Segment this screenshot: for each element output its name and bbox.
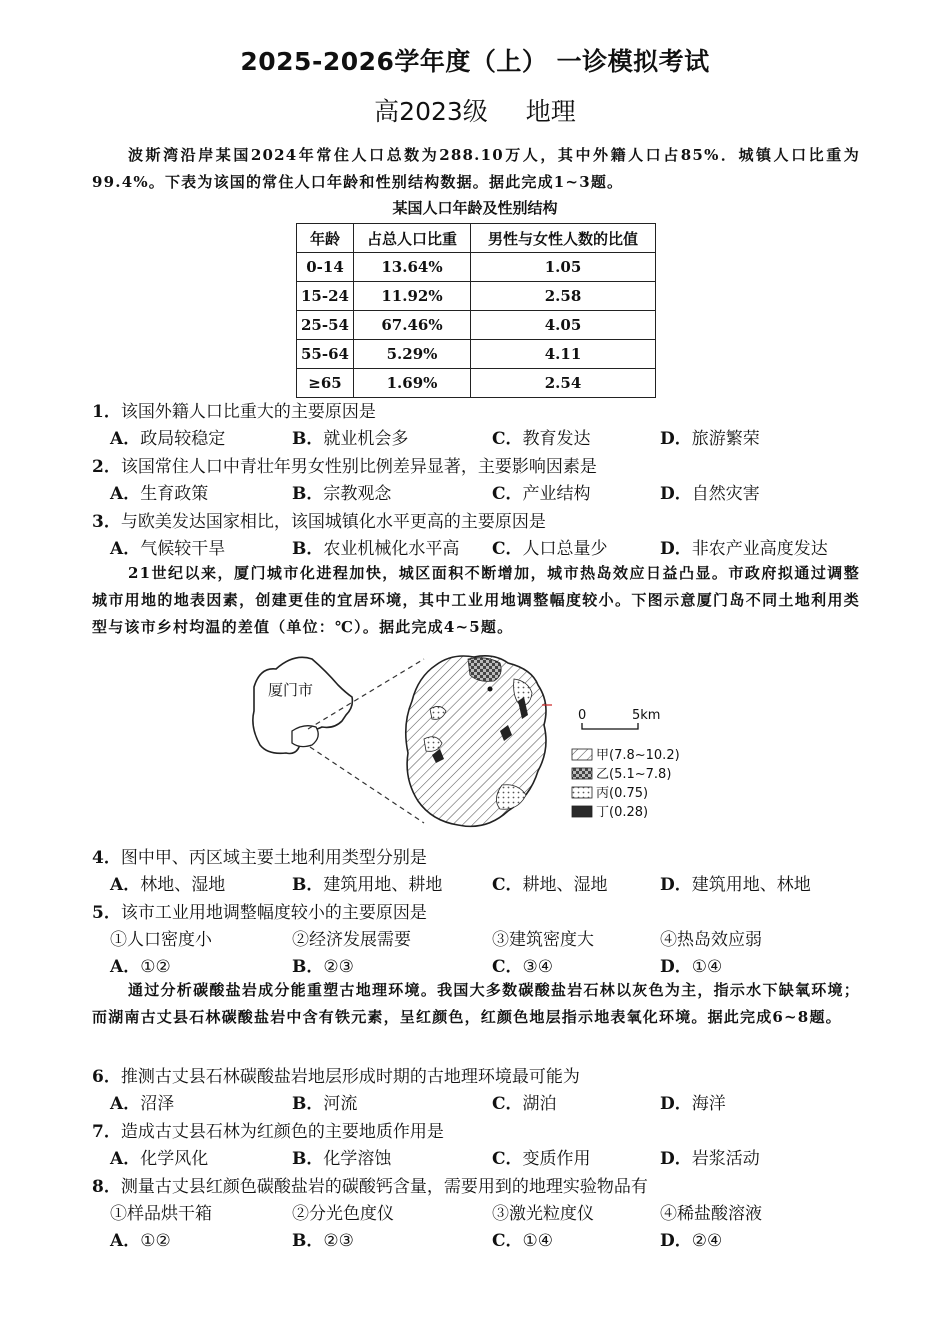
table-row — [297, 311, 656, 340]
map-city-label: 厦门市 — [268, 681, 314, 699]
question-6: 6．推测古丈县石林碳酸盐岩地层形成时期的古地理环境最可能为 — [92, 1067, 580, 1087]
question-4-options — [110, 870, 910, 894]
question-1-options — [110, 424, 910, 448]
option-b[interactable]: B．建筑用地、耕地 — [292, 875, 443, 895]
question-3: 3．与欧美发达国家相比，该国城镇化水平更高的主要原因是 — [92, 512, 546, 532]
table-header-cell: 年龄 — [297, 224, 354, 253]
option-a[interactable]: A．政局较稳定 — [110, 429, 226, 449]
legend-swatch-yi — [572, 768, 592, 779]
passage-1: 波斯湾沿岸某国2024年常住人口总数为288.10万人，其中外籍人口占85%．城镇人口比重为99.4%。下表为该国的常住人口年龄和性别结构数据。据此完成1~3题。 — [92, 146, 860, 191]
xiamen-island-outline — [292, 726, 318, 747]
table-cell: 4.11 — [471, 340, 656, 369]
option-a[interactable]: A．气候较干旱 — [110, 539, 226, 559]
table-cell: 11.92% — [354, 282, 471, 311]
option-b[interactable]: B．②③ — [292, 957, 354, 977]
exam-subtitle — [0, 92, 950, 128]
table-cell: 13.64% — [354, 253, 471, 282]
option-b[interactable]: B．化学溶蚀 — [292, 1149, 392, 1169]
option-c[interactable]: C．①④ — [492, 1231, 554, 1251]
table-header-cell: 男性与女性人数的比值 — [471, 224, 656, 253]
option-d[interactable]: D．岩浆活动 — [660, 1149, 760, 1169]
table-cell: 25-54 — [297, 311, 354, 340]
option-a[interactable]: A．①② — [110, 957, 171, 977]
table-row — [297, 282, 656, 311]
table-cell: 2.58 — [471, 282, 656, 311]
question-3-options — [110, 534, 910, 558]
option-c[interactable]: C．变质作用 — [492, 1149, 591, 1169]
exam-title: 2025-2026学年度（上） 一诊模拟考试 — [240, 47, 710, 76]
table-header-row — [297, 224, 656, 253]
statement-2: ②分光色度仪 — [292, 1204, 394, 1224]
question-2: 2．该国常住人口中青壮年男女性别比例差异显著，主要影响因素是 — [92, 457, 597, 477]
question-7: 7．造成古丈县石林为红颜色的主要地质作用是 — [92, 1122, 444, 1142]
option-a[interactable]: A．化学风化 — [110, 1149, 209, 1169]
table-cell: 0-14 — [297, 253, 354, 282]
question-8-options — [110, 1226, 910, 1250]
legend-label: 丙(0.75) — [596, 786, 649, 801]
option-c[interactable]: C．湖泊 — [492, 1094, 557, 1114]
statement-1: ①样品烘干箱 — [110, 1204, 212, 1224]
option-c[interactable]: C．耕地、湿地 — [492, 875, 608, 895]
scale-zero: 0 — [578, 708, 587, 723]
option-b[interactable]: B．宗教观念 — [292, 484, 392, 504]
scale-bar — [582, 723, 638, 729]
statement-3: ③激光粒度仪 — [492, 1204, 594, 1224]
option-d[interactable]: D．②④ — [660, 1231, 723, 1251]
legend-swatch-bing — [572, 787, 592, 798]
statement-4: ④热岛效应弱 — [660, 930, 762, 950]
option-b[interactable]: B．河流 — [292, 1094, 358, 1114]
statement-2: ②经济发展需要 — [292, 930, 411, 950]
option-d[interactable]: D．建筑用地、林地 — [660, 875, 811, 895]
option-b[interactable]: B．就业机会多 — [292, 429, 409, 449]
subject-label: 地理 — [525, 97, 576, 126]
table-row — [297, 253, 656, 282]
option-d[interactable]: D．旅游繁荣 — [660, 429, 760, 449]
option-b[interactable]: B．农业机械化水平高 — [292, 539, 460, 559]
table-cell: 1.69% — [354, 369, 471, 398]
grade-label: 高2023级 — [374, 97, 488, 126]
table-header-cell: 占总人口比重 — [354, 224, 471, 253]
option-a[interactable]: A．林地、湿地 — [110, 875, 226, 895]
table-cell: 4.05 — [471, 311, 656, 340]
question-2-options — [110, 479, 910, 503]
option-c[interactable]: C．③④ — [492, 957, 554, 977]
question-6-options — [110, 1089, 910, 1113]
statement-4: ④稀盐酸溶液 — [660, 1204, 762, 1224]
option-c[interactable]: C．人口总量少 — [492, 539, 608, 559]
table-cell: 55-64 — [297, 340, 354, 369]
option-b[interactable]: B．②③ — [292, 1231, 354, 1251]
legend-swatch-ding — [572, 806, 592, 817]
statement-1: ①人口密度小 — [110, 930, 212, 950]
island-region-yi — [468, 658, 501, 682]
table-cell: 5.29% — [354, 340, 471, 369]
passage-3: 通过分析碳酸盐岩成分能重塑古地理环境。我国大多数碳酸盐岩石林以灰色为主，指示水下缺氧环境；而湖南古丈县石林碳酸盐岩中含有铁元素，呈红颜色，红颜色地层指示地表氧化环境。据此完成6~8题。 — [92, 981, 860, 1026]
option-d[interactable]: D．自然灾害 — [660, 484, 760, 504]
question-1: 1．该国外籍人口比重大的主要原因是 — [92, 402, 376, 422]
table-cell: 1.05 — [471, 253, 656, 282]
population-table — [296, 223, 656, 398]
table-cell: ≥65 — [297, 369, 354, 398]
table-cell: 2.54 — [471, 369, 656, 398]
table-row — [297, 369, 656, 398]
table-cell: 15-24 — [297, 282, 354, 311]
legend-swatch-jia — [572, 749, 592, 760]
option-a[interactable]: A．沼泽 — [110, 1094, 175, 1114]
statement-3: ③建筑密度大 — [492, 930, 594, 950]
option-c[interactable]: C．产业结构 — [492, 484, 591, 504]
island-region-ding — [488, 687, 493, 692]
passage-2: 21世纪以来，厦门城市化进程加快，城区面积不断增加，城市热岛效应日益凸显。市政府拟通过调整城市用地的地表因素，创建更佳的宜居环境，其中工业用地调整幅度较小。下图示意厦门岛不同土地利用类型与该市乡村均温的差值（单位：℃）。据此完成4~5题。 — [92, 564, 860, 636]
option-a[interactable]: A．①② — [110, 1231, 171, 1251]
option-c[interactable]: C．教育发达 — [492, 429, 591, 449]
option-a[interactable]: A．生育政策 — [110, 484, 209, 504]
question-4: 4．图中甲、丙区域主要土地利用类型分别是 — [92, 848, 427, 868]
legend-label: 乙(5.1~7.8) — [596, 767, 672, 782]
scale-end: 5km — [632, 708, 661, 723]
question-8-statements — [110, 1199, 910, 1223]
legend-label: 甲(7.8~10.2) — [596, 748, 680, 763]
question-7-options — [110, 1144, 910, 1168]
option-d[interactable]: D．①④ — [660, 957, 723, 977]
xiamen-map — [246, 645, 706, 835]
question-5-options — [110, 952, 910, 976]
question-5: 5．该市工业用地调整幅度较小的主要原因是 — [92, 903, 427, 923]
table-caption: 某国人口年龄及性别结构 — [392, 199, 558, 217]
question-5-statements — [110, 925, 910, 949]
option-d[interactable]: D．海洋 — [660, 1094, 726, 1114]
question-8: 8．测量古丈县红颜色碳酸盐岩的碳酸钙含量，需要用到的地理实验物品有 — [92, 1177, 648, 1197]
table-cell: 67.46% — [354, 311, 471, 340]
table-row — [297, 340, 656, 369]
option-d[interactable]: D．非农产业高度发达 — [660, 539, 828, 559]
legend-label: 丁(0.28) — [596, 805, 649, 820]
